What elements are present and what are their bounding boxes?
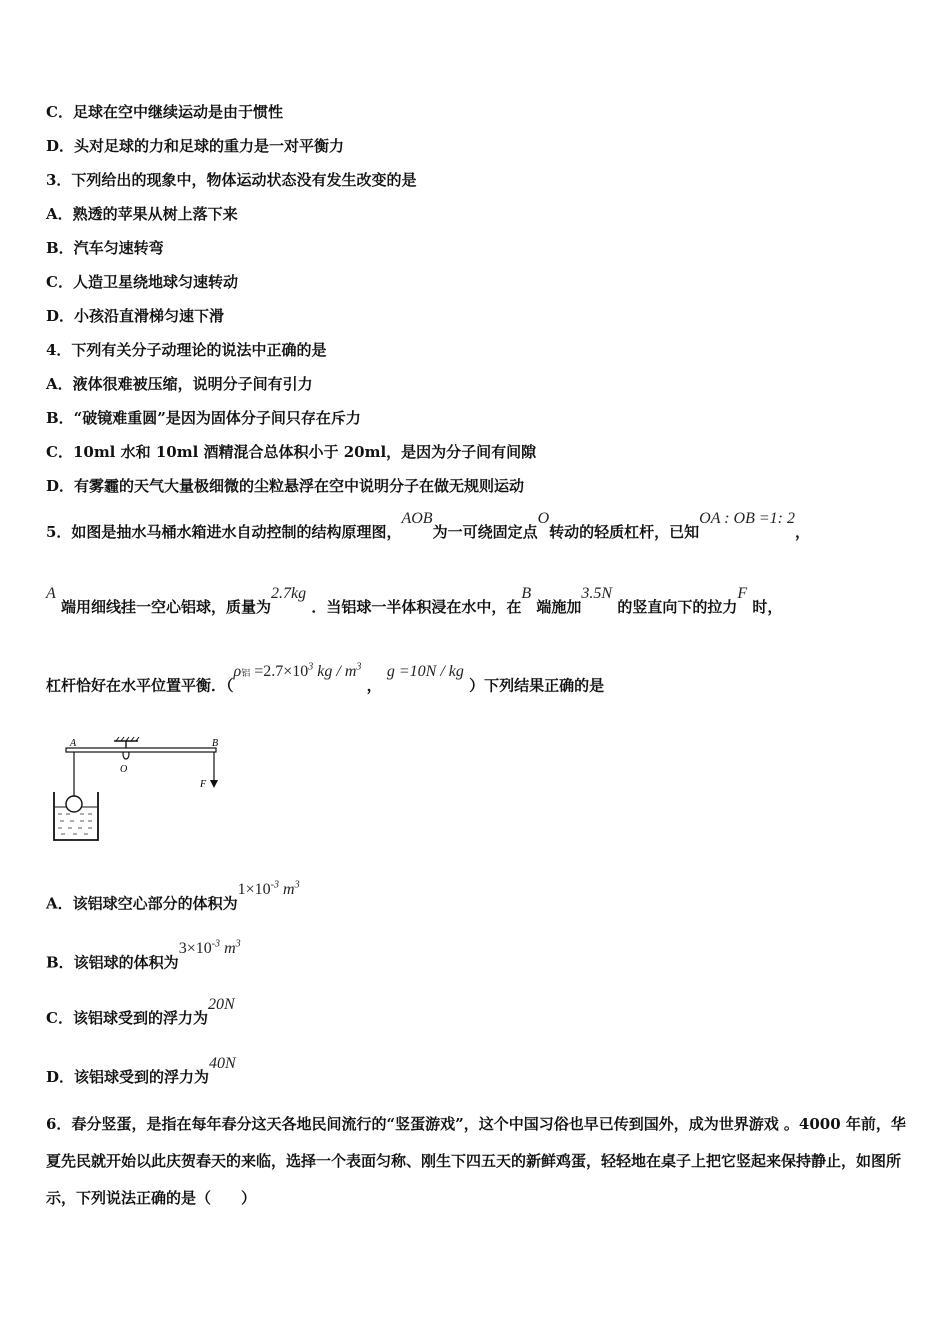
math-b: B bbox=[521, 585, 532, 602]
question-5-line-1: 5．如图是抽水马桶水箱进水自动控制的结构原理图，AOB为一可绕固定点O转动的轻质杠杆，已知OA : OB =1: 2， bbox=[46, 510, 810, 541]
question-4: 4．下列有关分子动理论的说法中正确的是 bbox=[46, 341, 327, 359]
math-option-a: $1\times 10^{-3}$ $m^3$ bbox=[237, 880, 300, 899]
label-o: O bbox=[120, 764, 128, 775]
label-b: B bbox=[212, 738, 219, 749]
math-mass: 2.7kg bbox=[271, 585, 307, 602]
option-4c: C．10ml 水和 10ml 酒精混合总体积小于 20ml，是因为分子间有间隙 bbox=[46, 443, 537, 461]
math-option-c: 20N bbox=[207, 996, 235, 1013]
option-1c: C．足球在空中继续运动是由于惯性 bbox=[46, 103, 283, 121]
math-a: A bbox=[46, 585, 56, 602]
option-5a: A．该铝球空心部分的体积为$1\times 10^{-3}$ $m^3$ bbox=[46, 880, 300, 913]
question-6: 6．春分竖蛋，是指在每年春分这天各地民间流行的“竖蛋游戏”，这个中国习俗也早已传到国外，成为世界游戏 。4000 年前，华夏先民就开始以此庆贺春天的来临，选择一个表面匀称、刚生下四五天的新鲜鸡蛋，轻轻地在桌子上把它竖起来保持静止，如图所示，下列说法正确的是（ ） bbox=[46, 1115, 906, 1207]
math-option-d: 40N bbox=[209, 1055, 236, 1072]
option-3a: A．熟透的苹果从树上落下来 bbox=[46, 205, 238, 223]
option-3c: C．人造卫星绕地球匀速转动 bbox=[46, 273, 238, 291]
label-f: F bbox=[200, 779, 207, 790]
option-3d: D．小孩沿直滑梯匀速下滑 bbox=[46, 307, 225, 325]
question-5-line-2: A 端用细线挂一空心铝球，质量为2.7kg ．当铝球一半体积浸在水中，在B 端施加3.5N 的竖直向下的拉力F 时， bbox=[46, 585, 783, 616]
question-3: 3．下列给出的现象中，物体运动状态没有发生改变的是 bbox=[46, 171, 417, 189]
label-a: A bbox=[70, 738, 77, 749]
option-3b: B．汽车匀速转弯 bbox=[46, 239, 164, 257]
math-gravity: g =10N / kg bbox=[386, 663, 464, 681]
option-5c: C．该铝球受到的浮力为20N bbox=[46, 996, 235, 1027]
option-5d: D．该铝球受到的浮力为40N bbox=[46, 1055, 236, 1086]
option-4d: D．有雾霾的天气大量极细微的尘粒悬浮在空中说明分子在做无规则运动 bbox=[46, 477, 525, 495]
math-o: O bbox=[537, 510, 550, 527]
option-4b: B．“破镜难重圆”是因为固体分子间只存在斥力 bbox=[46, 409, 361, 427]
option-1d: D．头对足球的力和足球的重力是一对平衡力 bbox=[46, 137, 345, 155]
math-aob: AOB bbox=[401, 510, 433, 527]
math-option-b: $3\times 10^{-3}$ $m^3$ bbox=[178, 939, 241, 958]
math-force: 3.5N bbox=[581, 585, 613, 602]
lever-diagram bbox=[46, 734, 236, 846]
question-5-line-3: 杠杆恰好在水平位置平衡．（ρ铝 $=2.7\times 10^3$ kg / $m^3$ ， g =10N / kg ）下列结果正确的是 bbox=[46, 662, 605, 695]
option-5b: B．该铝球的体积为$3\times 10^{-3}$ $m^3$ bbox=[46, 939, 241, 972]
math-ratio: OA : OB =1: 2 bbox=[699, 510, 795, 527]
math-density: ρ铝 $=2.7\times 10^3$ kg / $m^3$ bbox=[233, 662, 362, 681]
option-4a: A．液体很难被压缩，说明分子间有引力 bbox=[46, 375, 313, 393]
math-f: F bbox=[737, 585, 748, 602]
